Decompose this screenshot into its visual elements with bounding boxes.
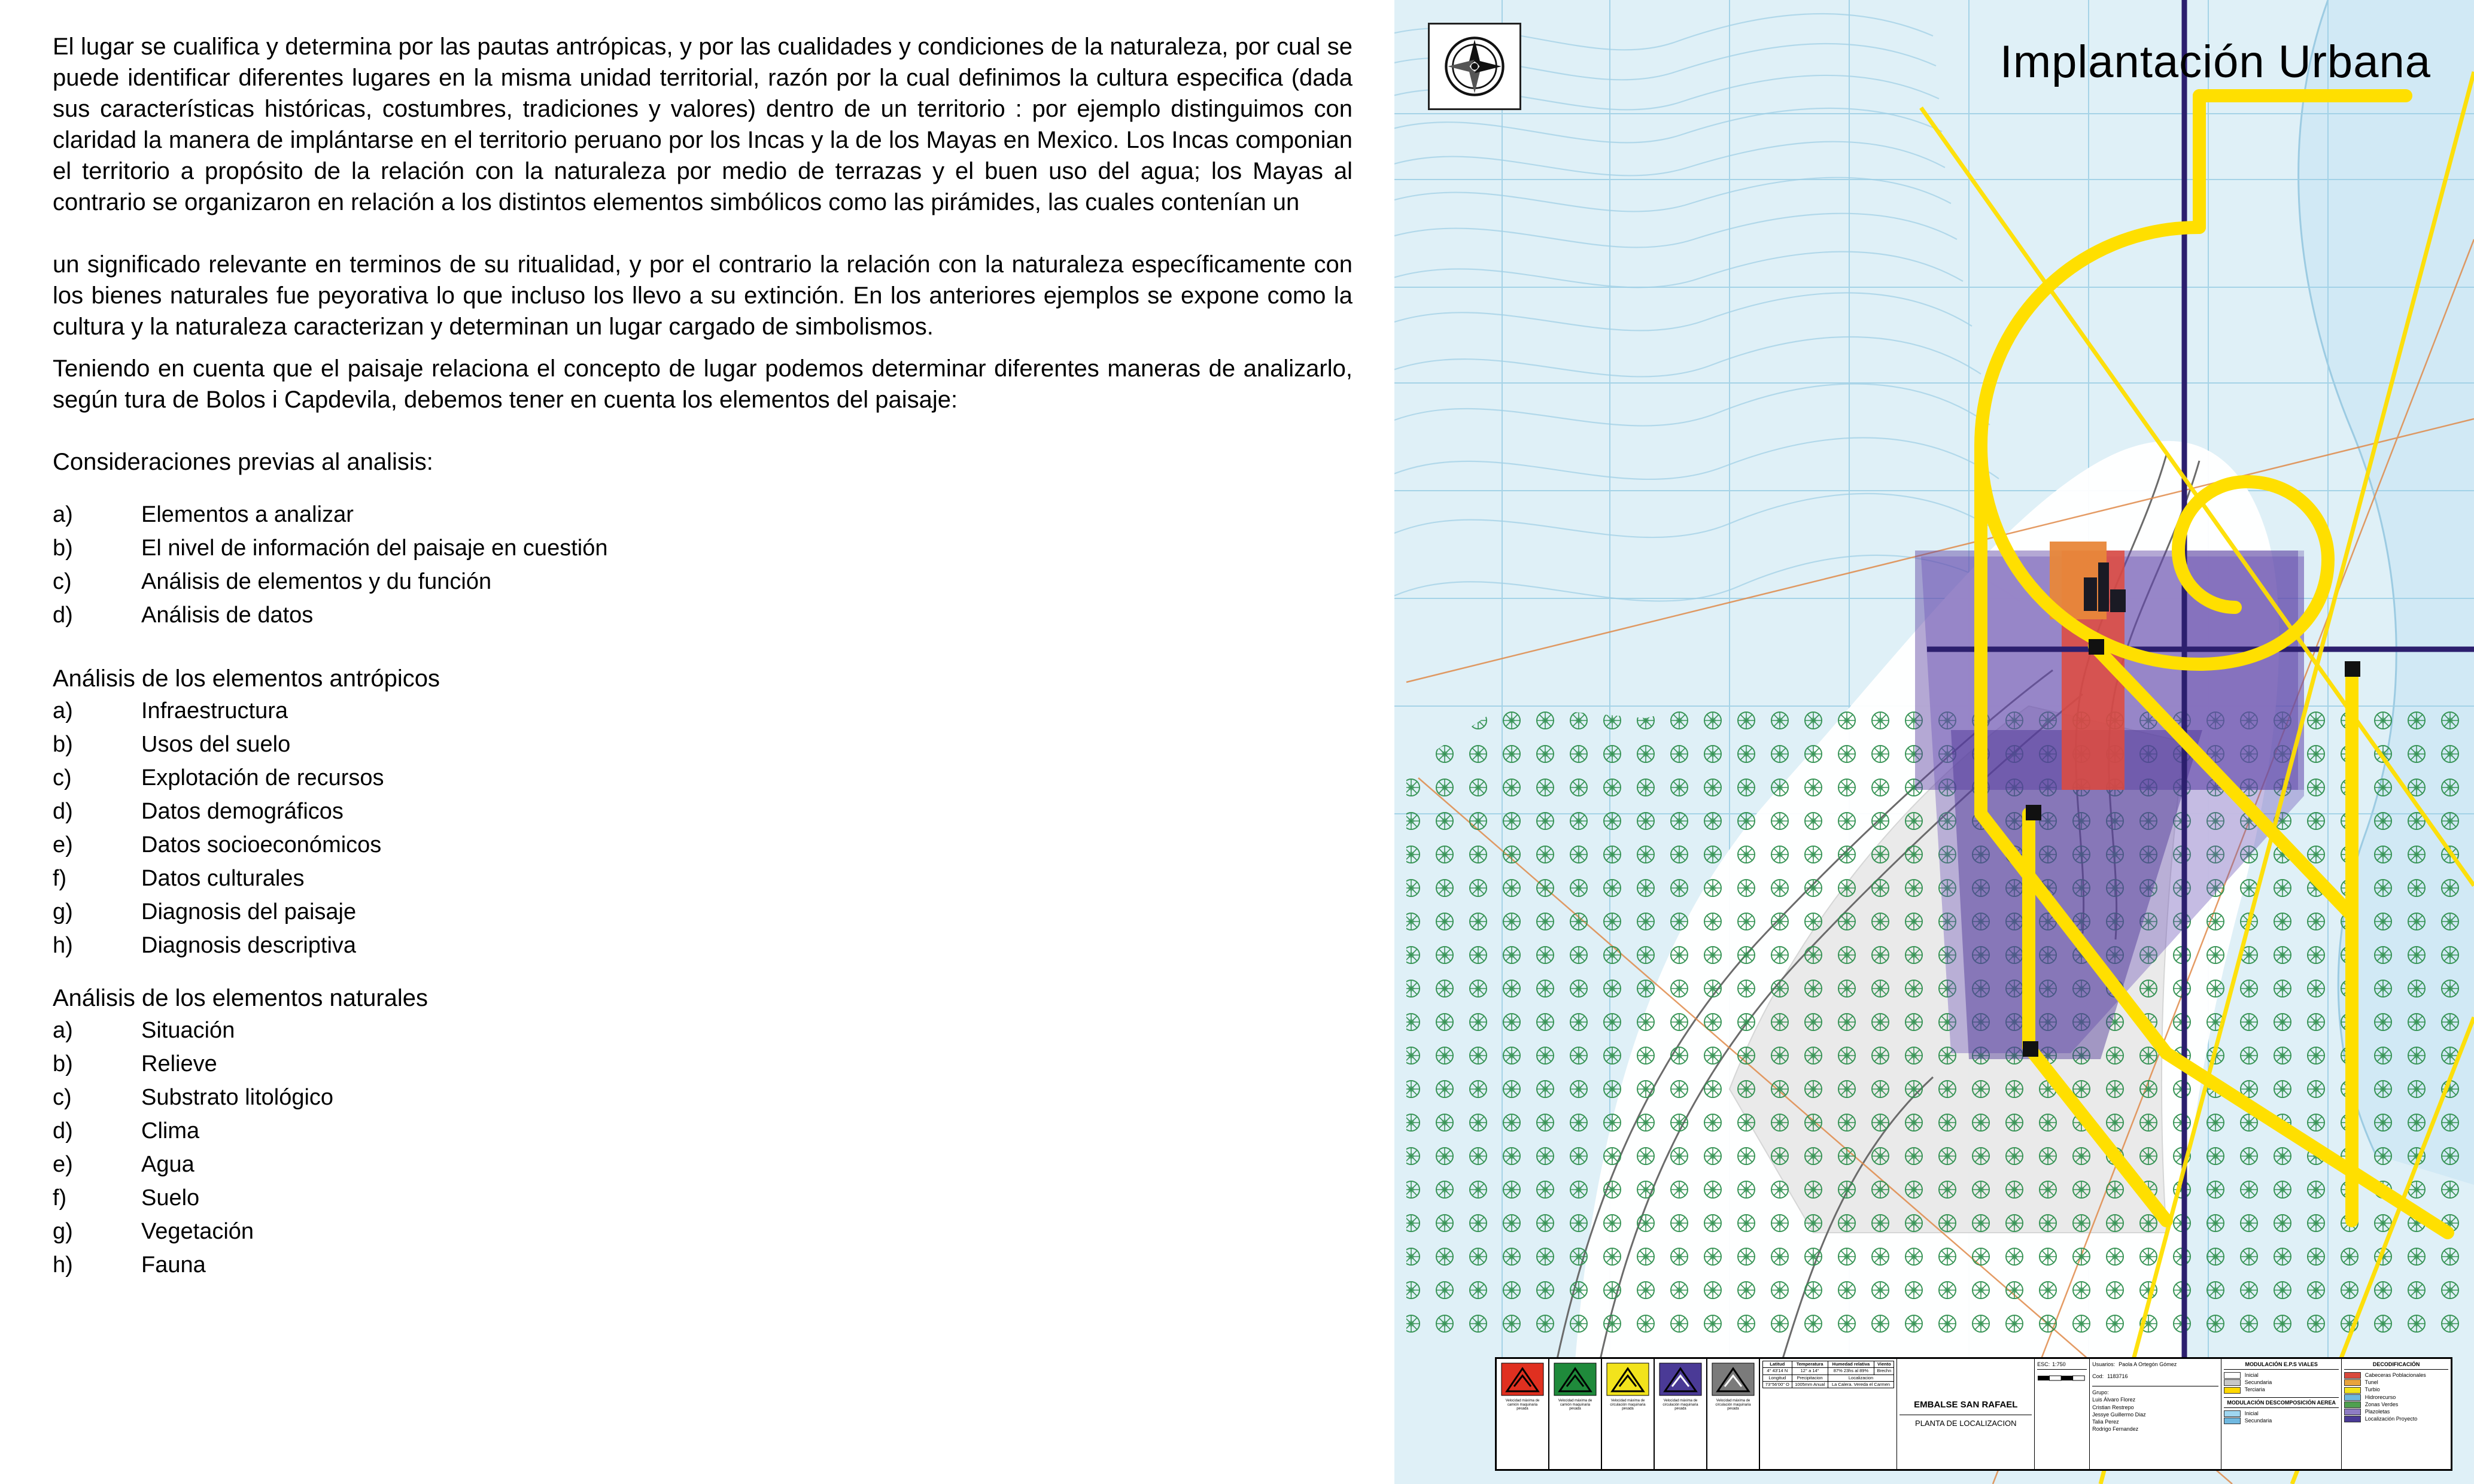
coords-cell: 1005mm Anual [1792,1381,1828,1388]
list-marker: b) [53,536,73,561]
legend-decodificacion [2342,1359,2451,1469]
list-label: Diagnosis descriptiva [141,933,357,958]
sign-panel [1497,1359,1549,1469]
list-item [53,761,1353,795]
code-value: 1183716 [2107,1373,2128,1380]
list-item [53,531,1353,565]
coordinates-table [1760,1359,1898,1469]
legend-swatch [2224,1387,2241,1394]
warning-sign-icon [1501,1363,1544,1396]
list-item [53,498,1353,531]
credits-label: Grupo: [2092,1389,2109,1396]
list-item [53,1248,1353,1282]
list-marker: h) [53,1252,73,1278]
list-marker: c) [53,1085,72,1110]
plan-drawing [1394,0,2474,1484]
coords-cell: Longitud [1762,1374,1792,1381]
list-marker: d) [53,1118,73,1144]
coords-header-cell: Humedad relativa [1828,1361,1874,1368]
legend-label: Secundaria [2244,1417,2272,1424]
legend-swatch [2344,1372,2361,1379]
list-label: Agua [141,1152,194,1177]
list-item [53,862,1353,895]
title-block [1495,1357,2452,1471]
spacer [53,962,1353,983]
spacer [53,478,1353,498]
warning-sign-icon [1659,1363,1702,1396]
list-item [53,1114,1353,1148]
section-heading-previas: Consideraciones previas al analisis: [53,449,433,475]
compass-rose-svg [1430,25,1519,108]
list-marker: a) [53,1018,73,1043]
coords-cell: 12° a 14° [1792,1368,1828,1374]
sign-panel [1602,1359,1655,1469]
code-label: Cod: [2092,1373,2104,1380]
author-label: Usuarios: [2092,1361,2116,1367]
legend-label: Inicial [2244,1410,2259,1416]
compass-icon [1428,23,1521,110]
scale-label: ESC: [2037,1361,2050,1367]
list-item [53,1181,1353,1215]
list-item [53,828,1353,862]
list-label: Vegetación [141,1219,254,1244]
list-marker: c) [53,765,72,790]
list-label: Substrato litológico [141,1085,334,1110]
coords-header-cell: Viento [1874,1361,1894,1368]
legend-swatch [2344,1401,2361,1408]
section-heading-naturales: Análisis de los elementos naturales [53,985,428,1011]
coords-cell: 87% 23hs al 89% [1828,1368,1874,1374]
list-item [53,895,1353,929]
list-label: Usos del suelo [141,732,291,757]
warning-sign-icon [1606,1363,1649,1396]
legend-row [2224,1417,2339,1424]
list-label: Fauna [141,1252,206,1278]
list-marker: f) [53,866,67,891]
legend-swatch [2344,1379,2361,1386]
spacer [53,632,1353,663]
legend-label: Secundaria [2244,1379,2272,1386]
list-label: El nivel de información del paisaje en cuestión [141,536,608,561]
list-item [53,795,1353,828]
list-item [53,598,1353,632]
credit-name: Rodrigo Fernandez [2092,1425,2139,1432]
plan-title: Implantación Urbana [1999,37,2431,87]
list-item [53,1047,1353,1081]
legend-row [2224,1386,2339,1393]
list-label: Análisis de elementos y du función [141,569,492,594]
sign-caption: Velocidad máxima de circulación maquinaria pesada [1610,1398,1646,1411]
list-marker: a) [53,502,73,527]
legend-title: MODULACIÓN E.P.S VIALES [2224,1361,2339,1370]
credit-name: Talia Perez [2092,1418,2119,1425]
legend-label: Cabeceras Poblacionales [2364,1372,2426,1379]
legend-swatch [2224,1379,2241,1386]
author-block [2090,1359,2221,1469]
list-item [53,1081,1353,1114]
coords-table [1762,1361,1895,1388]
paragraph-3: Teniendo en cuenta que el paisaje relaciona el concepto de lugar podemos determinar diferentes maneras de analizarlo, según tura de Bolos i Capdevila, debemos tener en cuenta los elementos del paisaje: [53,355,1353,413]
list-naturales [53,1014,1353,1282]
list-marker: a) [53,698,73,723]
legend-row [2344,1394,2448,1401]
list-label: Análisis de datos [141,603,314,628]
coords-cell: 4° 43'14 N [1762,1368,1792,1374]
credit-name: Luis Álvaro Florez [2092,1397,2136,1403]
list-label: Datos socioeconómicos [141,832,382,857]
list-marker: g) [53,899,73,925]
sign-caption: Velocidad máxima de camión maquinaria pesada [1558,1398,1592,1411]
coords-header-cell: Latitud [1762,1361,1792,1368]
scale-value: 1:750 [2052,1361,2066,1367]
legend-title: MODULACIÓN DESCOMPOSICIÓN AEREA [2224,1397,2339,1408]
author-name: Paola A Ortegón Gómez [2119,1361,2177,1367]
legend-swatch [2344,1409,2361,1415]
legend-row [2344,1401,2448,1408]
legend-title: DECODIFICACIÓN [2344,1361,2448,1370]
warning-sign-icon [1712,1363,1755,1396]
legend-label: Terciaria [2244,1386,2265,1393]
list-item [53,1148,1353,1181]
scale-bar-icon [2037,1373,2090,1384]
section-heading-antropicos: Análisis de los elementos antrópicos [53,665,440,692]
list-marker: b) [53,732,73,757]
legend-label: Plazoletas [2364,1408,2390,1415]
list-marker: e) [53,1152,73,1177]
list-consideraciones [53,498,1353,632]
legend-row [2344,1408,2448,1415]
spacer [53,415,1353,446]
sign-panel [1549,1359,1602,1469]
list-label: Diagnosis del paisaje [141,899,357,925]
sheet-name: PLANTA DE LOCALIZACION [1899,1415,2032,1432]
coords-cell: La Calera. Vereda el Carmen [1828,1381,1894,1388]
list-label: Relieve [141,1051,217,1076]
list-label: Situación [141,1018,235,1043]
plan-panel [1394,0,2474,1484]
legend-label: Tunel [2364,1379,2378,1386]
list-marker: b) [53,1051,73,1076]
legend-swatch [2224,1372,2241,1379]
list-item [53,565,1353,598]
legend-row [2224,1372,2339,1379]
legend-row [2224,1379,2339,1386]
list-marker: f) [53,1185,67,1211]
legend-label: Hidrorecurso [2364,1394,2396,1400]
list-label: Suelo [141,1185,200,1211]
legend-swatch [2344,1387,2361,1394]
legend-row [2344,1415,2448,1422]
sign-caption: Velocidad máxima de circulación maquinaria pesada [1662,1398,1698,1411]
list-label: Infraestructura [141,698,288,723]
list-label: Explotación de recursos [141,765,384,790]
spacer [53,218,1353,249]
scale-block [2035,1359,2090,1469]
list-item [53,929,1353,962]
list-item [53,694,1353,728]
legend-label: Turbio [2364,1386,2380,1393]
sign-panel [1707,1359,1760,1469]
list-label: Elementos a analizar [141,502,354,527]
list-marker: g) [53,1219,73,1244]
legend-viales [2221,1359,2342,1469]
paragraph-2: un significado relevante en terminos de su ritualidad, y por el contrario la relación con la naturaleza específicamente con los bienes naturales fue peyorativa lo que incluso los llevo a su extinción. En los anteriores ejemplos se expone como la cultura y la naturaleza caracterizan y determinan un lugar cargado de simbolismos. [53,251,1353,340]
list-marker: h) [53,933,73,958]
list-marker: d) [53,603,73,628]
credit-name: Jessye Guillermo Diaz [2092,1411,2146,1418]
list-item [53,728,1353,761]
coords-cell: 73°56'00" O [1762,1381,1792,1388]
sign-panel [1655,1359,1707,1469]
spacer [53,342,1353,353]
list-marker: c) [53,569,72,594]
coords-cell: Brechn [1874,1368,1894,1374]
legend-label: Inicial [2244,1372,2259,1379]
legend-swatch [2344,1416,2361,1422]
legend-row [2344,1372,2448,1379]
list-marker: d) [53,799,73,824]
paragraph-1: El lugar se cualifica y determina por las pautas antrópicas, y por las cualidades y condiciones de la naturaleza, por cual se puede identificar diferentes lugares en la misma unidad territorial, razón por la cual definimos la cultura especifica (dada sus características históricas, costumbres, tradiciones y valores) dentro de un territorio : por ejemplo distinguimos con claridad la manera de implántarse en el territorio peruano por los Incas y la de los Mayas en Mexico. Los Incas componian el territorio a propósito de la relación con la naturaleza por medio de terrazas y el buen uso del agua; los Mayas al contrario se organizaron en relación a los distintos elementos simbólicos como las pirámides, las cuales contenían un [53,34,1353,215]
credit-name: Cristian Restrepo [2092,1404,2134,1410]
list-label: Clima [141,1118,200,1144]
list-item [53,1215,1353,1248]
list-antropicos [53,694,1353,962]
sign-caption: Velocidad máxima de circulación maquinaria pesada [1715,1398,1751,1411]
list-item [53,1014,1353,1047]
list-label: Datos demográficos [141,799,344,824]
list-marker: e) [53,832,73,857]
legend-swatch [2224,1418,2241,1424]
legend-row [2344,1386,2448,1393]
warning-sign-icon [1554,1363,1597,1396]
legend-row [2344,1379,2448,1386]
coords-header-cell: Temperatura [1792,1361,1828,1368]
legend-swatch [2344,1394,2361,1401]
list-label: Datos culturales [141,866,305,891]
coords-cell: Localizacion [1828,1374,1894,1381]
project-name: EMBALSE SAN RAFAEL [1914,1400,2018,1410]
coords-cell: Precipitacion [1792,1374,1828,1381]
legend-label: Localización Proyecto [2364,1415,2418,1422]
legend-label: Zonas Verdes [2364,1401,2399,1407]
project-identification [1897,1359,2035,1469]
sign-caption: Velocidad máxima de camión maquinaria pesada [1505,1398,1540,1411]
legend-swatch [2224,1410,2241,1417]
legend-row [2224,1410,2339,1417]
